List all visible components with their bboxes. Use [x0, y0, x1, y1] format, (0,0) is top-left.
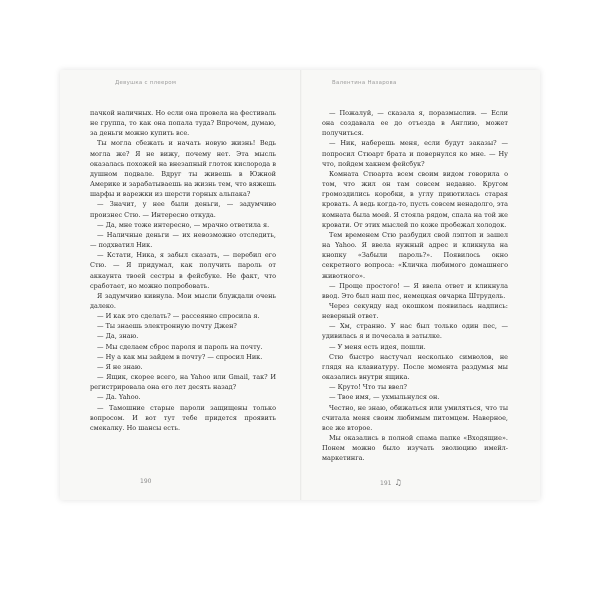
right-page-text	[322, 108, 508, 463]
paragraph: Комната Стюарта всем своим видом говорила о том, что жил он там совсем недавно. Кругом громоздились коробки, в углу приютилась старая кровать. А ведь когда-то, пусть совсем ненадолго, эта комната была моей. Я стояла рядом, спала на той же кровати. От этих мыслей по коже пробежал холодок.	[322, 169, 508, 229]
paragraph: Тем временем Стю разбудил свой лэптоп и зашел на Yahoo. Я ввела нужный адрес и кликнула на кнопку «Забыли пароль?». Появилось окно секретного вопроса: «Кличка любимого домашнего животного».	[322, 230, 508, 280]
paragraph: — Пожалуй, — сказала я, поразмыслив. — Если она создавала ее до отъезда в Англию, может получиться.	[322, 109, 508, 138]
paragraph: — Кстати, Ника, я забыл сказать, — перебил его Стю. — Я придумал, как получить пароль от аккаунта твоей сестры в фейсбуке. Не факт, что сработает, но можно попробовать.	[90, 251, 276, 290]
paragraph: — Да. Yahoo.	[97, 393, 141, 402]
paragraph: — Да, знаю.	[97, 332, 139, 341]
paragraph: — Хм, странно. У нас был только один пес, — удивилась я и почесала в затылке.	[322, 322, 508, 341]
paragraph: — Я не знаю.	[97, 362, 143, 371]
paragraph: — Мы сделаем сброс пароля и пароль на почту.	[97, 342, 263, 351]
music-note-icon: ♫	[394, 478, 402, 487]
paragraph: — Круто! Что ты ввел?	[329, 383, 407, 392]
right-page	[300, 70, 540, 500]
paragraph: Стю быстро настучал несколько символов, не глядя на клавиатуру. После момента раздумья мы оказались внутри ящика.	[322, 352, 508, 382]
paragraph: — У меня есть идея, пошли.	[329, 342, 426, 351]
left-page	[60, 70, 300, 500]
left-running-head: Девушка с плеером	[115, 80, 177, 86]
paragraph: — Проще простого! — Я ввела ответ и кликнула ввод. Это был наш пес, немецкая овчарка Штрудель.	[322, 281, 508, 300]
paragraph: — Да, мне тоже интересно, — мрачно ответила я.	[97, 220, 270, 229]
paragraph: пачкой наличных. Но если она провела на фестиваль не группа, то как она попала туда? Впрочем, думаю, за деньги можно купить все.	[90, 109, 276, 138]
paragraph: — Наличные деньги — их невозможно отследить, — подхватил Ник.	[90, 230, 276, 250]
paragraph: Мы оказались в полной спама папке «Входящие». Понем можно было изучать эволюцию имейл-маркетинга.	[322, 434, 508, 463]
right-running-head: Валентина Назарова	[332, 80, 397, 86]
right-page-folio	[380, 478, 402, 487]
paragraph: — Ник, наберешь меня, если будут заказы? — попросил Стюарт брата и повернулся ко мне. — Ну что, пойдем хакнем фейсбук?	[322, 139, 508, 168]
paragraph: — Тамошние старые пароли защищены только вопросом. И вот тут тебе придется проявить смекалку. Но шансы есть.	[90, 403, 276, 432]
paragraph: — Значит, у нее были деньги, — задумчиво произнес Стю. — Интересно откуда.	[90, 200, 276, 219]
paragraph: Через секунду над окошком появилась надпись: неверный ответ.	[322, 301, 508, 321]
paragraph: — И как это сделать? — рассеянно спросила я.	[97, 312, 260, 321]
paragraph: — Ну а как мы зайдем в почту? — спросил Ник.	[97, 352, 263, 361]
paragraph: Я задумчиво кивнула. Мои мысли блуждали очень далеко.	[90, 291, 276, 310]
paragraph: Честно, не знаю, обижаться или умиляться, что ты считала меня своим любимым питомцем. Наверное, все же второе.	[322, 403, 508, 432]
book-spread	[60, 70, 540, 500]
right-page-number: 191	[380, 480, 392, 487]
paragraph: — Ты знаешь электронную почту Джен?	[97, 322, 237, 331]
paragraph: Ты могла сбежать и начать новую жизнь! Ведь могла же? Я не вижу, почему нет. Эта мысль оказалась похожей на внезапный глоток кислорода в душном подвале. Вдруг ты живешь в Южной Америке и зарабатываешь на жизнь тем, что вяжешь шарфы и варежки из шерсти горных альпака?	[90, 139, 276, 199]
left-page-number: 190	[140, 478, 152, 485]
paragraph: — Твое имя, — ухмыльнулся он.	[329, 393, 440, 402]
paragraph: — Ящик, скорее всего, на Yahoo или Gmail, так? И регистрировала она его лет десять назад?	[90, 373, 276, 392]
left-page-text	[90, 108, 276, 433]
